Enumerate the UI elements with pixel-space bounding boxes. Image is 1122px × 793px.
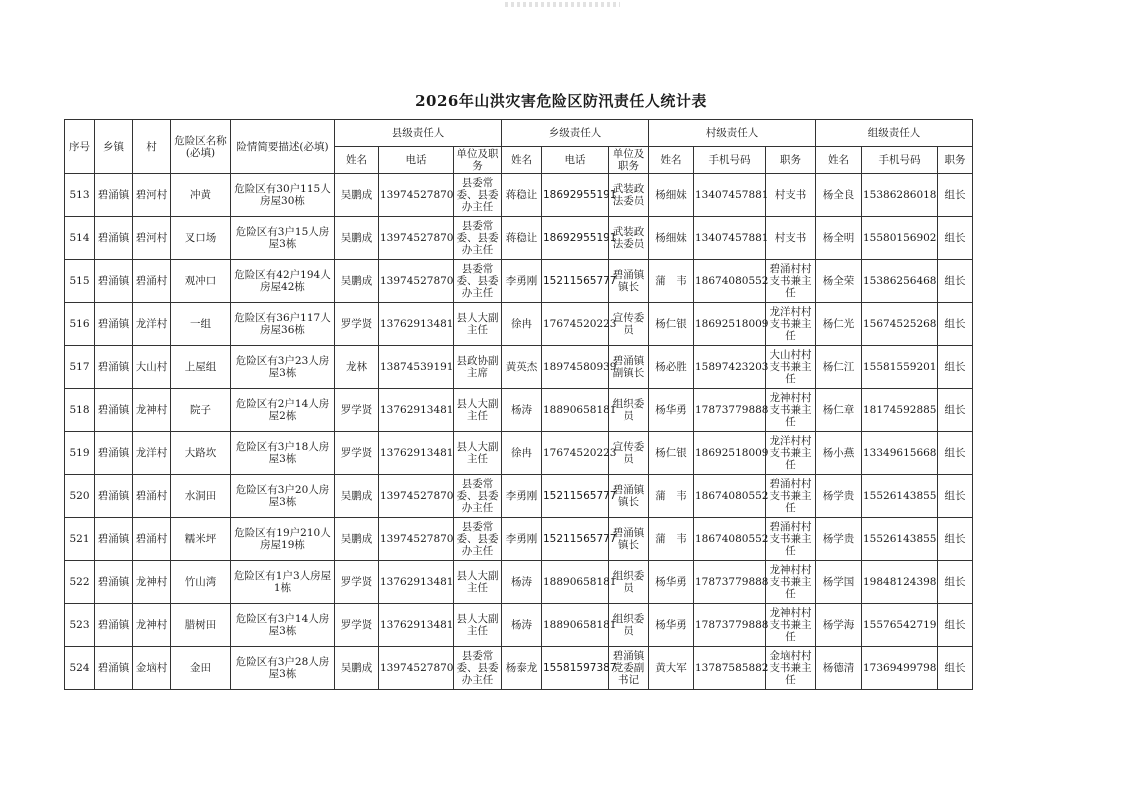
cell-town: 碧涌镇 — [95, 475, 133, 518]
cell-village-name: 蒲 韦 — [649, 475, 694, 518]
cell-county-phone: 13974527870 — [379, 217, 454, 260]
cell-team-name: 杨全明 — [816, 217, 862, 260]
cell-village: 龙神村 — [133, 604, 171, 647]
cell-team-mobile: 19848124398 — [862, 561, 938, 604]
table-row — [65, 389, 973, 432]
cell-village: 龙洋村 — [133, 432, 171, 475]
cell-team-duty: 组长 — [938, 432, 973, 475]
cell-county-name: 吴鹏成 — [335, 260, 379, 303]
header-village-name: 姓名 — [649, 147, 694, 174]
cell-village-duty: 碧涌村村支书兼主任 — [766, 475, 816, 518]
cell-county-phone: 13762913481 — [379, 432, 454, 475]
cell-team-name: 杨学海 — [816, 604, 862, 647]
cell-village: 龙神村 — [133, 561, 171, 604]
cell-desc: 危险区有3户18人房屋3栋 — [231, 432, 335, 475]
cell-seq: 517 — [65, 346, 95, 389]
responsibility-table — [64, 119, 973, 690]
cell-township-unit: 碧涌镇镇长 — [609, 260, 649, 303]
cell-village-name: 杨细妹 — [649, 217, 694, 260]
header-desc: 险情简要描述(必填) — [231, 120, 335, 174]
cell-township-phone: 18692955191 — [542, 217, 609, 260]
cell-village-duty: 龙洋村村支书兼主任 — [766, 303, 816, 346]
cell-town: 碧涌镇 — [95, 647, 133, 690]
cell-township-unit: 宣传委员 — [609, 432, 649, 475]
cell-zone: 大路坎 — [171, 432, 231, 475]
cell-desc: 危险区有1户3人房屋1栋 — [231, 561, 335, 604]
cell-township-unit: 碧涌镇镇长 — [609, 518, 649, 561]
header-village-duty: 职务 — [766, 147, 816, 174]
cell-township-phone: 18974580939 — [542, 346, 609, 389]
cell-team-mobile: 15386256468 — [862, 260, 938, 303]
cell-desc: 危险区有30户115人房屋30栋 — [231, 174, 335, 217]
cell-seq: 516 — [65, 303, 95, 346]
cell-county-name: 吴鹏成 — [335, 647, 379, 690]
cell-county-unit: 县人大副主任 — [454, 303, 502, 346]
header-township-group: 乡级责任人 — [502, 120, 649, 147]
cell-village: 碧涌村 — [133, 518, 171, 561]
cell-team-mobile: 13349615668 — [862, 432, 938, 475]
cell-town: 碧涌镇 — [95, 518, 133, 561]
cell-village-name: 杨仁银 — [649, 303, 694, 346]
header-township-phone: 电话 — [542, 147, 609, 174]
cell-team-duty: 组长 — [938, 346, 973, 389]
table-row — [65, 346, 973, 389]
cell-county-phone: 13874539191 — [379, 346, 454, 389]
cell-team-mobile: 15581559201 — [862, 346, 938, 389]
cell-village-duty: 龙神村村支书兼主任 — [766, 561, 816, 604]
table-row — [65, 303, 973, 346]
cell-village: 金垴村 — [133, 647, 171, 690]
header-team-name: 姓名 — [816, 147, 862, 174]
cell-county-phone: 13974527870 — [379, 518, 454, 561]
header-county-name: 姓名 — [335, 147, 379, 174]
cell-village: 碧河村 — [133, 217, 171, 260]
cell-team-mobile: 15526143855 — [862, 518, 938, 561]
cell-county-phone: 13974527870 — [379, 260, 454, 303]
cell-county-unit: 县人大副主任 — [454, 604, 502, 647]
cell-zone: 叉口场 — [171, 217, 231, 260]
header-town: 乡镇 — [95, 120, 133, 174]
cell-desc: 危险区有3户28人房屋3栋 — [231, 647, 335, 690]
cell-county-name: 罗学贤 — [335, 432, 379, 475]
cell-team-name: 杨全良 — [816, 174, 862, 217]
cell-village-duty: 金垴村村支书兼主任 — [766, 647, 816, 690]
cell-county-unit: 县人大副主任 — [454, 389, 502, 432]
cell-village: 龙神村 — [133, 389, 171, 432]
cell-county-phone: 13974527870 — [379, 174, 454, 217]
cell-county-phone: 13762913481 — [379, 389, 454, 432]
cell-seq: 518 — [65, 389, 95, 432]
cell-village-duty: 村支书 — [766, 174, 816, 217]
cell-team-duty: 组长 — [938, 260, 973, 303]
cell-town: 碧涌镇 — [95, 561, 133, 604]
cell-township-name: 蒋稳让 — [502, 217, 542, 260]
cell-village: 碧河村 — [133, 174, 171, 217]
cell-county-phone: 13974527870 — [379, 475, 454, 518]
cell-village-mobile: 18674080552 — [694, 518, 766, 561]
cell-team-duty: 组长 — [938, 475, 973, 518]
cell-zone: 糯米坪 — [171, 518, 231, 561]
table-row — [65, 475, 973, 518]
cell-village: 碧涌村 — [133, 475, 171, 518]
header-team-group: 组级责任人 — [816, 120, 973, 147]
cell-township-unit: 碧涌镇镇长 — [609, 475, 649, 518]
cell-seq: 513 — [65, 174, 95, 217]
cell-team-duty: 组长 — [938, 518, 973, 561]
cell-village-mobile: 13787585882 — [694, 647, 766, 690]
cell-team-name: 杨学贵 — [816, 518, 862, 561]
cell-township-name: 李勇刚 — [502, 518, 542, 561]
cell-village-mobile: 18692518009 — [694, 303, 766, 346]
cell-county-name: 吴鹏成 — [335, 518, 379, 561]
cell-village-name: 杨细妹 — [649, 174, 694, 217]
cell-team-mobile: 18174592885 — [862, 389, 938, 432]
header-team-mobile: 手机号码 — [862, 147, 938, 174]
cell-county-name: 罗学贤 — [335, 303, 379, 346]
cell-village-mobile: 18674080552 — [694, 475, 766, 518]
cell-county-name: 吴鹏成 — [335, 217, 379, 260]
table-row — [65, 174, 973, 217]
cell-village-mobile: 18692518009 — [694, 432, 766, 475]
cell-team-name: 杨小燕 — [816, 432, 862, 475]
cell-town: 碧涌镇 — [95, 303, 133, 346]
cell-county-unit: 县委常委、县委办主任 — [454, 647, 502, 690]
page-title: 2026年山洪灾害危险区防汛责任人统计表 — [415, 92, 707, 110]
cell-county-unit: 县委常委、县委办主任 — [454, 217, 502, 260]
cell-village-name: 杨必胜 — [649, 346, 694, 389]
cell-village-duty: 龙洋村村支书兼主任 — [766, 432, 816, 475]
header-village-mobile: 手机号码 — [694, 147, 766, 174]
cell-zone: 水洞田 — [171, 475, 231, 518]
cell-team-duty: 组长 — [938, 561, 973, 604]
header-village-group: 村级责任人 — [649, 120, 816, 147]
cell-zone: 上屋组 — [171, 346, 231, 389]
cell-township-phone: 18692955191 — [542, 174, 609, 217]
cell-township-unit: 武装政法委员 — [609, 174, 649, 217]
cell-village: 碧涌村 — [133, 260, 171, 303]
cell-township-phone: 15211565777 — [542, 260, 609, 303]
cell-team-duty: 组长 — [938, 604, 973, 647]
cell-team-mobile: 15576542719 — [862, 604, 938, 647]
header-county-group: 县级责任人 — [335, 120, 502, 147]
cell-team-duty: 组长 — [938, 303, 973, 346]
cell-township-unit: 组织委员 — [609, 561, 649, 604]
cell-township-name: 杨涛 — [502, 389, 542, 432]
cell-team-duty: 组长 — [938, 647, 973, 690]
header-village: 村 — [133, 120, 171, 174]
cell-county-name: 吴鹏成 — [335, 174, 379, 217]
cell-county-phone: 13762913481 — [379, 604, 454, 647]
cell-team-name: 杨仁章 — [816, 389, 862, 432]
cell-county-name: 吴鹏成 — [335, 475, 379, 518]
cell-town: 碧涌镇 — [95, 217, 133, 260]
cell-team-duty: 组长 — [938, 174, 973, 217]
cell-desc: 危险区有19户210人房屋19栋 — [231, 518, 335, 561]
cell-team-name: 杨学国 — [816, 561, 862, 604]
header-township-unit: 单位及职务 — [609, 147, 649, 174]
cell-township-name: 李勇刚 — [502, 475, 542, 518]
cell-team-duty: 组长 — [938, 217, 973, 260]
cell-desc: 危险区有36户117人房屋36栋 — [231, 303, 335, 346]
cell-village-duty: 龙神村村支书兼主任 — [766, 604, 816, 647]
header-county-unit: 单位及职务 — [454, 147, 502, 174]
cell-seq: 520 — [65, 475, 95, 518]
cell-seq: 521 — [65, 518, 95, 561]
cell-county-unit: 县人大副主任 — [454, 432, 502, 475]
cell-zone: 一组 — [171, 303, 231, 346]
cell-village-name: 蒲 韦 — [649, 260, 694, 303]
cell-team-name: 杨全荣 — [816, 260, 862, 303]
cell-village-duty: 村支书 — [766, 217, 816, 260]
cell-town: 碧涌镇 — [95, 260, 133, 303]
cell-county-phone: 13762913481 — [379, 561, 454, 604]
cell-township-phone: 17674520223 — [542, 432, 609, 475]
cell-team-mobile: 15674525268 — [862, 303, 938, 346]
table-row — [65, 647, 973, 690]
cell-village-name: 杨华勇 — [649, 389, 694, 432]
cell-seq: 519 — [65, 432, 95, 475]
cell-village-mobile: 15897423203 — [694, 346, 766, 389]
cell-village-mobile: 17873779888 — [694, 389, 766, 432]
cell-county-name: 罗学贤 — [335, 604, 379, 647]
table-row — [65, 432, 973, 475]
cell-village-duty: 碧涌村村支书兼主任 — [766, 260, 816, 303]
cell-town: 碧涌镇 — [95, 346, 133, 389]
header-team-duty: 职务 — [938, 147, 973, 174]
cell-county-unit: 县政协副主席 — [454, 346, 502, 389]
cell-team-mobile: 15526143855 — [862, 475, 938, 518]
cell-seq: 514 — [65, 217, 95, 260]
cell-zone: 竹山湾 — [171, 561, 231, 604]
cell-village: 龙洋村 — [133, 303, 171, 346]
cell-township-phone: 17674520223 — [542, 303, 609, 346]
cell-village-name: 杨仁银 — [649, 432, 694, 475]
cell-team-mobile: 17369499798 — [862, 647, 938, 690]
cell-zone: 观冲口 — [171, 260, 231, 303]
cell-township-unit: 碧涌镇党委副书记 — [609, 647, 649, 690]
cell-desc: 危险区有42户194人房屋42栋 — [231, 260, 335, 303]
cell-village-mobile: 13407457881 — [694, 174, 766, 217]
cell-township-name: 杨涛 — [502, 604, 542, 647]
cell-village-name: 蒲 韦 — [649, 518, 694, 561]
cell-county-phone: 13762913481 — [379, 303, 454, 346]
cell-village-duty: 碧涌村村支书兼主任 — [766, 518, 816, 561]
table-row — [65, 518, 973, 561]
cell-seq: 515 — [65, 260, 95, 303]
cell-village-mobile: 17873779888 — [694, 561, 766, 604]
cell-zone: 金田 — [171, 647, 231, 690]
cell-village-name: 杨华勇 — [649, 561, 694, 604]
cell-township-phone: 15211565777 — [542, 518, 609, 561]
cell-village-duty: 大山村村支书兼主任 — [766, 346, 816, 389]
cell-team-name: 杨学贵 — [816, 475, 862, 518]
cell-village-mobile: 17873779888 — [694, 604, 766, 647]
cell-township-name: 杨涛 — [502, 561, 542, 604]
cell-desc: 危险区有3户23人房屋3栋 — [231, 346, 335, 389]
cell-village: 大山村 — [133, 346, 171, 389]
cell-county-unit: 县委常委、县委办主任 — [454, 174, 502, 217]
cell-township-phone: 18890658181 — [542, 604, 609, 647]
cell-county-unit: 县委常委、县委办主任 — [454, 260, 502, 303]
cell-seq: 522 — [65, 561, 95, 604]
cell-town: 碧涌镇 — [95, 174, 133, 217]
cell-village-name: 杨华勇 — [649, 604, 694, 647]
cell-zone: 腊树田 — [171, 604, 231, 647]
cell-county-name: 龙林 — [335, 346, 379, 389]
cell-village-mobile: 18674080552 — [694, 260, 766, 303]
cell-county-unit: 县人大副主任 — [454, 561, 502, 604]
cell-county-unit: 县委常委、县委办主任 — [454, 475, 502, 518]
cell-seq: 524 — [65, 647, 95, 690]
cell-desc: 危险区有3户14人房屋3栋 — [231, 604, 335, 647]
cell-township-phone: 15211565777 — [542, 475, 609, 518]
cell-team-mobile: 15386286018 — [862, 174, 938, 217]
cell-county-name: 罗学贤 — [335, 389, 379, 432]
cell-township-unit: 碧涌镇副镇长 — [609, 346, 649, 389]
header-zone-name: 危险区名称(必填) — [171, 120, 231, 174]
cell-county-name: 罗学贤 — [335, 561, 379, 604]
cell-township-unit: 武装政法委员 — [609, 217, 649, 260]
header-township-name: 姓名 — [502, 147, 542, 174]
cell-township-phone: 15581597387 — [542, 647, 609, 690]
cell-town: 碧涌镇 — [95, 604, 133, 647]
cell-desc: 危险区有3户20人房屋3栋 — [231, 475, 335, 518]
cell-team-duty: 组长 — [938, 389, 973, 432]
cell-township-phone: 18890658181 — [542, 561, 609, 604]
cell-town: 碧涌镇 — [95, 389, 133, 432]
cell-township-name: 黄英杰 — [502, 346, 542, 389]
header-county-phone: 电话 — [379, 147, 454, 174]
cell-county-phone: 13974527870 — [379, 647, 454, 690]
header-seq: 序号 — [65, 120, 95, 174]
cell-seq: 523 — [65, 604, 95, 647]
cell-desc: 危险区有3户15人房屋3栋 — [231, 217, 335, 260]
cell-township-name: 李勇刚 — [502, 260, 542, 303]
cell-county-unit: 县委常委、县委办主任 — [454, 518, 502, 561]
cell-team-name: 杨仁光 — [816, 303, 862, 346]
cell-township-unit: 组织委员 — [609, 604, 649, 647]
cell-township-name: 徐冉 — [502, 303, 542, 346]
cell-township-unit: 宣传委员 — [609, 303, 649, 346]
cell-village-duty: 龙神村村支书兼主任 — [766, 389, 816, 432]
cell-team-mobile: 15580156902 — [862, 217, 938, 260]
cell-team-name: 杨德清 — [816, 647, 862, 690]
scan-artifact — [505, 2, 620, 7]
cell-team-name: 杨仁江 — [816, 346, 862, 389]
cell-village-name: 黄大军 — [649, 647, 694, 690]
table-row — [65, 561, 973, 604]
cell-township-name: 蒋稳让 — [502, 174, 542, 217]
table-row — [65, 217, 973, 260]
cell-township-name: 杨泰龙 — [502, 647, 542, 690]
cell-township-unit: 组织委员 — [609, 389, 649, 432]
cell-town: 碧涌镇 — [95, 432, 133, 475]
table-row — [65, 604, 973, 647]
cell-desc: 危险区有2户14人房屋2栋 — [231, 389, 335, 432]
cell-village-mobile: 13407457881 — [694, 217, 766, 260]
cell-township-name: 徐冉 — [502, 432, 542, 475]
cell-zone: 冲黄 — [171, 174, 231, 217]
table-row — [65, 260, 973, 303]
cell-township-phone: 18890658181 — [542, 389, 609, 432]
cell-zone: 院子 — [171, 389, 231, 432]
